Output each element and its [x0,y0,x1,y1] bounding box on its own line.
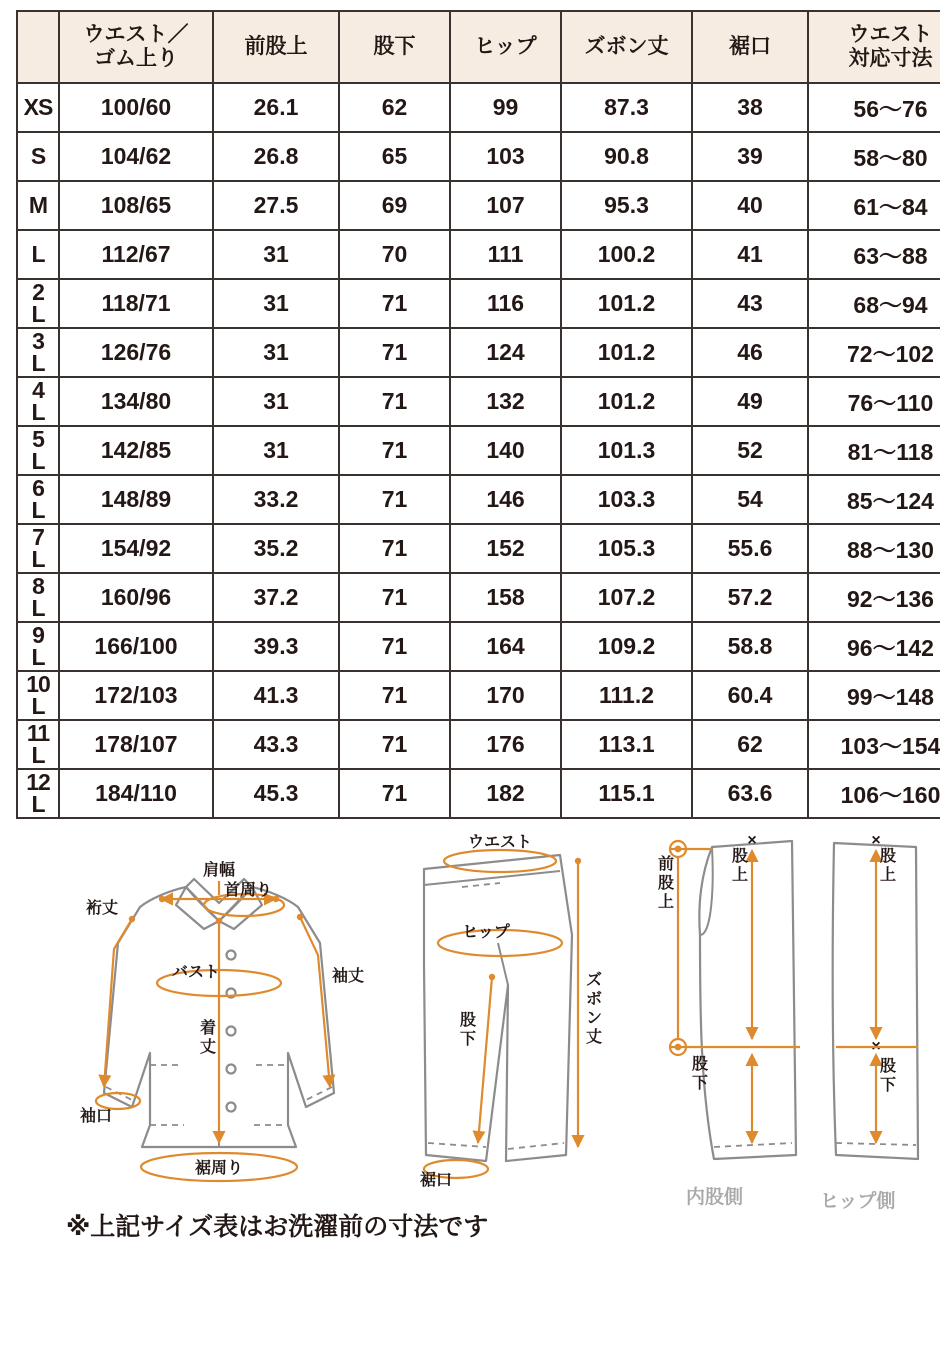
table-row [17,83,940,132]
cell-size: 4 L [17,377,59,426]
cell-size: S [17,132,59,181]
cell-waist: 126/76 [59,328,213,377]
cell-waist: 108/65 [59,181,213,230]
cell-hem: 54 [692,475,808,524]
cell-hem: 38 [692,83,808,132]
label-neck: 首周り [223,882,273,899]
cell-hip: 116 [450,279,561,328]
table-row [17,230,940,279]
cell-waist-range: 96〜142 [808,622,940,671]
cell-waist: 172/103 [59,671,213,720]
cell-waist-range: 76〜110 [808,377,940,426]
cell-size: 8 L [17,573,59,622]
cell-inseam: 71 [339,524,450,573]
cell-hip: 103 [450,132,561,181]
cell-hip: 111 [450,230,561,279]
table-body [17,83,940,818]
table-row [17,622,940,671]
cell-front-rise: 37.2 [213,573,339,622]
label-bust: バスト [171,964,221,981]
cell-waist-range: 72〜102 [808,328,940,377]
cell-waist: 184/110 [59,769,213,818]
cell-hem: 60.4 [692,671,808,720]
cell-hem: 55.6 [692,524,808,573]
cell-front-rise: 31 [213,279,339,328]
cell-front-rise: 39.3 [213,622,339,671]
cell-front-rise: 31 [213,230,339,279]
cell-inseam: 71 [339,720,450,769]
label-pants-hip: ヒップ [462,924,510,941]
cell-pants-length: 101.3 [561,426,692,475]
label-cuff: 袖口 [79,1108,113,1125]
cell-front-rise: 31 [213,426,339,475]
cell-waist: 160/96 [59,573,213,622]
label-crotch-bottom-right: 股下 [879,1058,897,1094]
rise-diagram [658,832,918,1212]
cell-size: XS [17,83,59,132]
cell-hem: 49 [692,377,808,426]
cell-waist-range: 85〜124 [808,475,940,524]
table-row [17,279,940,328]
cell-inseam: 71 [339,426,450,475]
cell-hem: 62 [692,720,808,769]
label-yoke-length: 裄丈 [85,900,118,917]
column-header-pants-length: ズボン丈 [561,11,692,83]
cell-waist-range: 63〜88 [808,230,940,279]
cell-inseam: 71 [339,573,450,622]
table-header [17,11,940,83]
cell-pants-length: 95.3 [561,181,692,230]
label-mark-x-top-right: × [871,832,881,849]
label-inner-thigh-side: 内股側 [686,1187,744,1208]
cell-waist: 118/71 [59,279,213,328]
cell-inseam: 65 [339,132,450,181]
cell-pants-length: 109.2 [561,622,692,671]
table-row [17,132,940,181]
cell-waist: 134/80 [59,377,213,426]
cell-pants-length: 101.2 [561,328,692,377]
cell-inseam: 70 [339,230,450,279]
size-chart-page [0,10,940,1370]
cell-waist: 166/100 [59,622,213,671]
cell-hem: 63.6 [692,769,808,818]
cell-pants-length: 107.2 [561,573,692,622]
table-row [17,377,940,426]
cell-inseam: 71 [339,377,450,426]
label-hip-side: ヒップ側 [820,1191,896,1212]
cell-hip: 170 [450,671,561,720]
cell-front-rise: 41.3 [213,671,339,720]
cell-hem: 46 [692,328,808,377]
wash-note: ※上記サイズ表はお洗濯前の寸法です [66,1213,489,1241]
cell-size: M [17,181,59,230]
cell-size: 3 L [17,328,59,377]
cell-size: 5 L [17,426,59,475]
table-row [17,475,940,524]
cell-size: L [17,230,59,279]
cell-pants-length: 101.2 [561,377,692,426]
measurement-diagrams [0,825,940,1245]
diagram-svg [0,825,940,1245]
cell-waist: 112/67 [59,230,213,279]
cell-front-rise: 45.3 [213,769,339,818]
table-header-row [17,11,940,83]
column-header-front-rise: 前股上 [213,11,339,83]
column-header-waist-range: ウエスト 対応寸法 [808,11,940,83]
cell-waist-range: 88〜130 [808,524,940,573]
cell-pants-length: 115.1 [561,769,692,818]
cell-hip: 140 [450,426,561,475]
cell-hem: 39 [692,132,808,181]
cell-hip: 132 [450,377,561,426]
cell-hem: 41 [692,230,808,279]
cell-pants-length: 113.1 [561,720,692,769]
cell-inseam: 62 [339,83,450,132]
column-header-waist: ウエスト／ ゴム上り [59,11,213,83]
cell-inseam: 69 [339,181,450,230]
cell-pants-length: 87.3 [561,83,692,132]
cell-size: 10 L [17,671,59,720]
table-row [17,573,940,622]
cell-hip: 164 [450,622,561,671]
column-header-size [17,11,59,83]
cell-waist-range: 106〜160 [808,769,940,818]
label-crotch-bottom-left: 股下 [691,1056,709,1092]
cell-size: 9 L [17,622,59,671]
cell-waist: 100/60 [59,83,213,132]
label-hem-circumference: 裾周り [194,1160,244,1177]
cell-pants-length: 105.3 [561,524,692,573]
cell-waist-range: 92〜136 [808,573,940,622]
cell-pants-length: 100.2 [561,230,692,279]
cell-pants-length: 111.2 [561,671,692,720]
cell-inseam: 71 [339,671,450,720]
column-header-inseam: 股下 [339,11,450,83]
label-pants-waist: ウエスト [467,834,533,851]
cell-waist: 142/85 [59,426,213,475]
cell-waist-range: 103〜154 [808,720,940,769]
cell-hip: 152 [450,524,561,573]
cell-waist-range: 61〜84 [808,181,940,230]
cell-waist-range: 68〜94 [808,279,940,328]
cell-hem: 52 [692,426,808,475]
cell-waist-range: 58〜80 [808,132,940,181]
cell-front-rise: 26.1 [213,83,339,132]
table-row [17,181,940,230]
cell-pants-length: 90.8 [561,132,692,181]
cell-hip: 158 [450,573,561,622]
pants-diagram [419,834,602,1189]
label-pants-hem: 裾口 [419,1172,453,1189]
cell-inseam: 71 [339,622,450,671]
label-pants-inseam: 股下 [459,1012,477,1048]
cell-front-rise: 31 [213,328,339,377]
cell-front-rise: 27.5 [213,181,339,230]
cell-waist-range: 81〜118 [808,426,940,475]
table-row [17,671,940,720]
cell-waist-range: 56〜76 [808,83,940,132]
cell-waist-range: 99〜148 [808,671,940,720]
table-row [17,426,940,475]
cell-inseam: 71 [339,328,450,377]
table-row [17,769,940,818]
cell-hip: 99 [450,83,561,132]
label-crotch-top: 股上 [731,848,749,884]
table-row [17,328,940,377]
cell-hem: 57.2 [692,573,808,622]
label-shoulder-width: 肩幅 [202,862,236,879]
cell-hip: 146 [450,475,561,524]
cell-front-rise: 35.2 [213,524,339,573]
cell-hem: 43 [692,279,808,328]
cell-waist: 154/92 [59,524,213,573]
cell-inseam: 71 [339,475,450,524]
cell-hip: 182 [450,769,561,818]
label-body-length: 着丈 [199,1020,217,1056]
cell-hem: 40 [692,181,808,230]
cell-pants-length: 101.2 [561,279,692,328]
table-row [17,524,940,573]
label-pants-length: ズボン丈 [585,972,603,1046]
cell-inseam: 71 [339,279,450,328]
cell-front-rise: 26.8 [213,132,339,181]
label-sleeve-length: 袖丈 [331,968,365,985]
cell-front-rise: 31 [213,377,339,426]
cell-size: 7 L [17,524,59,573]
column-header-hip: ヒップ [450,11,561,83]
table-row [17,720,940,769]
cell-size: 6 L [17,475,59,524]
label-mark-x-top-left: × [747,832,757,849]
cell-hem: 58.8 [692,622,808,671]
column-header-hem: 裾口 [692,11,808,83]
cell-size: 12 L [17,769,59,818]
cell-pants-length: 103.3 [561,475,692,524]
cell-front-rise: 33.2 [213,475,339,524]
cell-hip: 176 [450,720,561,769]
cell-waist: 178/107 [59,720,213,769]
cell-waist: 148/89 [59,475,213,524]
size-table [16,10,940,819]
cell-hip: 124 [450,328,561,377]
cell-front-rise: 43.3 [213,720,339,769]
cell-inseam: 71 [339,769,450,818]
label-front-rise: 前股上 [657,856,675,911]
cell-waist: 104/62 [59,132,213,181]
label-crotch-top-right: 股上 [879,848,897,884]
cell-hip: 107 [450,181,561,230]
cell-size: 2 L [17,279,59,328]
jacket-diagram [80,860,364,1181]
cell-size: 11 L [17,720,59,769]
label-mark-x-bottom-right: × [871,1038,881,1055]
